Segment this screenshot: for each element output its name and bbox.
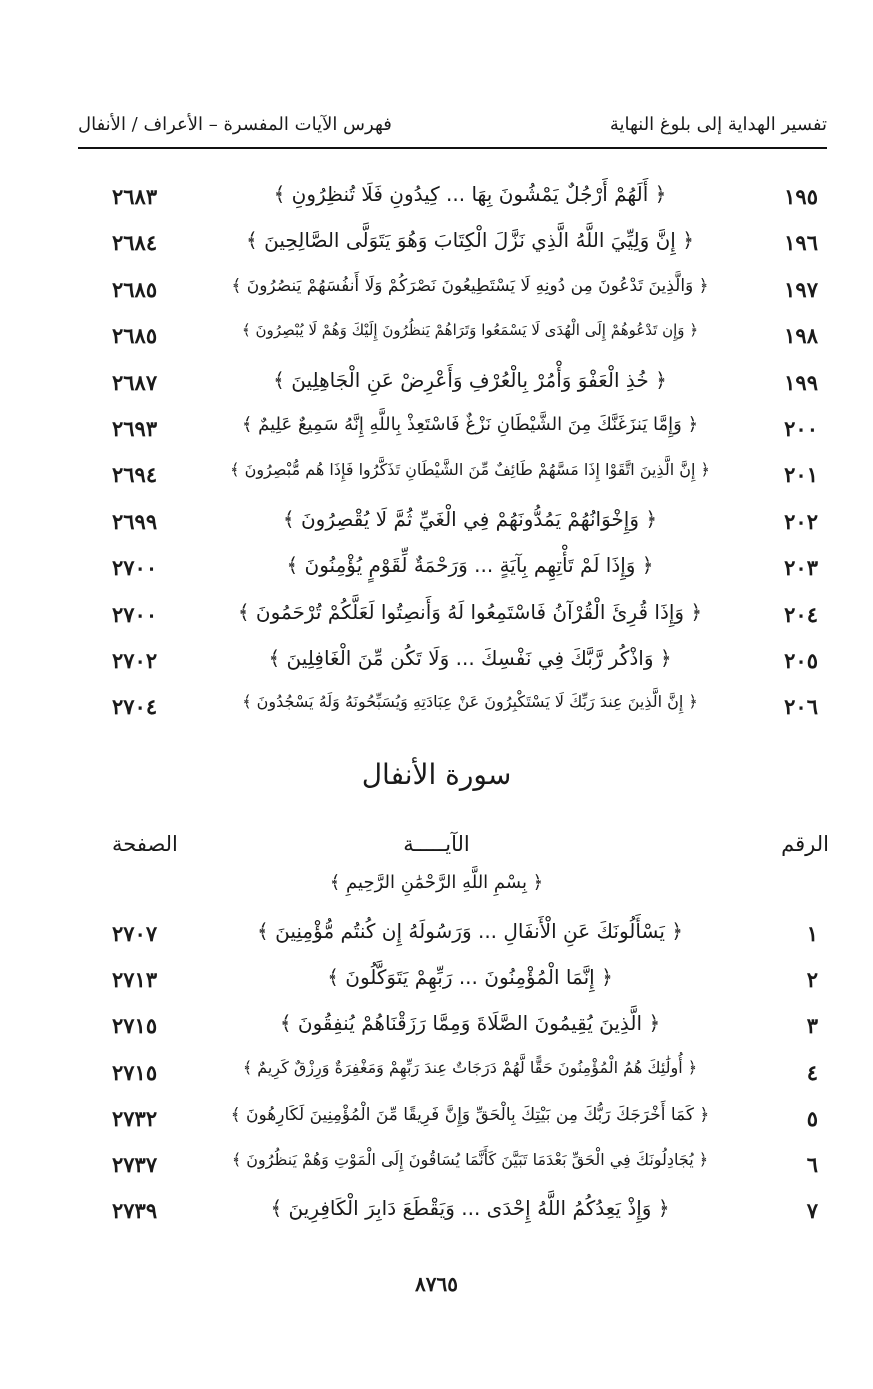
verse-text: ﴿ كَمَا أَخْرَجَكَ رَبُّكَ مِن بَيْتِكَ بِالْحَقِّ وَإِنَّ فَرِيقًا مِّنَ الْمُؤْمِنِينَ لَكَارِهُونَ ﴾ [230, 1104, 710, 1125]
table-row [0, 1054, 873, 1100]
verse-number: ٦ [806, 1152, 818, 1177]
table-row [0, 317, 873, 363]
column-header-number: الرقم [781, 832, 829, 856]
page-reference: ٢٧٠٢ [112, 648, 158, 673]
running-header [78, 114, 827, 144]
table-row [0, 961, 873, 1007]
verse-number: ٣ [806, 1013, 818, 1039]
verse-number: ٧ [806, 1198, 818, 1224]
verse-text: ﴿ خُذِ الْعَفْوَ وَأْمُرْ بِالْعُرْفِ وَأَعْرِضْ عَنِ الْجَاهِلِينَ ﴾ [273, 367, 667, 392]
page-reference: ٢٦٩٤ [112, 462, 158, 488]
verse-number: ٢٠٦ [784, 694, 818, 720]
page-reference: ٢٧٣٩ [112, 1198, 158, 1224]
page-reference: ٢٦٨٣ [112, 184, 158, 209]
verse-number: ١ [806, 921, 818, 946]
verse-number: ٢٠٥ [784, 648, 818, 673]
page-reference: ٢٦٨٤ [112, 230, 158, 256]
verse-text: ﴿ يُجَادِلُونَكَ فِي الْحَقِّ بَعْدَمَا تَبَيَّنَ كَأَنَّمَا يُسَاقُونَ إِلَى الْمَوْتِ وَهُمْ يَنظُرُونَ ﴾ [231, 1150, 709, 1169]
verse-text: ﴿ وَإِذَا قُرِئَ الْقُرْآنُ فَاسْتَمِعُوا لَهُ وَأَنصِتُوا لَعَلَّكُمْ تُرْحَمُونَ ﴾ [237, 599, 703, 624]
verse-number: ٢٠٢ [784, 508, 818, 534]
verse-number: ١٩٥ [784, 184, 818, 209]
table-row [0, 688, 873, 734]
table-row [0, 178, 873, 224]
column-header-verse: الآيـــــة [403, 832, 470, 856]
table-row [0, 364, 873, 410]
table-row [0, 1100, 873, 1146]
verse-text: ﴿ وَإِمَّا يَنزَغَنَّكَ مِنَ الشَّيْطَانِ نَزْغٌ فَاسْتَعِذْ بِاللَّهِ إِنَّهُ سَمِيعٌ عَلِيمٌ ﴾ [241, 414, 699, 435]
verse-text: ﴿ إِنَّ الَّذِينَ اتَّقَوْا إِذَا مَسَّهُمْ طَائِفٌ مِّنَ الشَّيْطَانِ تَذَكَّرُوا فَإِذَا هُم مُّبْصِرُونَ ﴾ [230, 460, 710, 480]
page-reference: ٢٧١٥ [112, 1059, 158, 1085]
table-row [0, 503, 873, 549]
table-row [0, 224, 873, 270]
page-reference: ٢٧٠٠ [112, 555, 158, 581]
verse-number: ٢٠٠ [784, 416, 818, 441]
verse-text: ﴿ إِنَّ وَلِيِّيَ اللَّهُ الَّذِي نَزَّلَ الْكِتَابَ وَهُوَ يَتَوَلَّى الصَّالِحِينَ ﴾ [246, 228, 694, 253]
table-row [0, 549, 873, 595]
verse-text: ﴿ الَّذِينَ يُقِيمُونَ الصَّلَاةَ وَمِمَّا رَزَقْنَاهُمْ يُنفِقُونَ ﴾ [279, 1011, 661, 1036]
verse-text: ﴿ إِنَّمَا الْمُؤْمِنُونَ ... رَبِّهِمْ يَتَوَكَّلُونَ ﴾ [327, 965, 613, 990]
verse-number: ٢ [806, 967, 818, 993]
verse-text: ﴿ وَإِذَا لَمْ تَأْتِهِم بِآيَةٍ ... وَرَحْمَةٌ لِّقَوْمٍ يُؤْمِنُونَ ﴾ [286, 553, 654, 578]
verse-text: ﴿ وَالَّذِينَ تَدْعُونَ مِن دُونِهِ لَا يَسْتَطِيعُونَ نَصْرَكُمْ وَلَا أَنفُسَهُمْ يَنصُرُونَ ﴾ [231, 275, 709, 296]
page-reference: ٢٦٨٧ [112, 369, 158, 395]
verse-number: ٢٠٣ [784, 555, 818, 581]
page-reference: ٢٦٨٥ [112, 323, 158, 349]
table-row [0, 642, 873, 688]
page-reference: ٢٧٠٤ [112, 694, 158, 720]
verse-text: ﴿ إِنَّ الَّذِينَ عِندَ رَبِّكَ لَا يَسْتَكْبِرُونَ عَنْ عِبَادَتِهِ وَيُسَبِّحُونَهُ وَلَهُ يَسْجُدُونَ ﴾ [242, 692, 698, 712]
table-row [0, 1007, 873, 1053]
table-row [0, 915, 873, 961]
verse-number: ١٩٧ [784, 276, 818, 302]
book-title: تفسير الهداية إلى بلوغ النهاية [609, 114, 827, 135]
page-number: ٨٧٦٥ [415, 1272, 458, 1296]
page-reference: ٢٦٨٥ [112, 276, 158, 302]
basmala: ﴿ بِسْمِ اللَّهِ الرَّحْمَٰنِ الرَّحِيمِ ﴾ [329, 872, 544, 893]
verse-number: ١٩٦ [784, 230, 818, 256]
table-row [0, 271, 873, 317]
verse-number: ١٩٩ [784, 369, 818, 395]
page-reference: ٢٧١٥ [112, 1013, 158, 1039]
table-row [0, 410, 873, 456]
verse-text: ﴿ يَسْأَلُونَكَ عَنِ الْأَنفَالِ ... وَرَسُولَهُ إِن كُنتُم مُّؤْمِنِينَ ﴾ [257, 919, 683, 943]
verse-text: ﴿ أُولَٰئِكَ هُمُ الْمُؤْمِنُونَ حَقًّا لَّهُمْ دَرَجَاتٌ عِندَ رَبِّهِمْ وَمَغْفِرَةٌ وَرِزْقٌ كَرِيمٌ ﴾ [242, 1057, 698, 1077]
verse-number: ٢٠٤ [784, 601, 818, 627]
table-row [0, 1192, 873, 1238]
verse-number: ٢٠١ [784, 462, 818, 488]
page-reference: ٢٦٩٩ [112, 508, 158, 534]
page-reference: ٢٧٣٢ [112, 1105, 158, 1131]
section-title-header: فهرس الآيات المفسرة – الأعراف / الأنفال [78, 114, 392, 135]
verse-number: ١٩٨ [784, 323, 818, 349]
column-header-page: الصفحة [112, 832, 178, 856]
header-rule [78, 147, 827, 149]
table-row [0, 596, 873, 642]
page-reference: ٢٦٩٣ [112, 416, 158, 441]
page-reference: ٢٧١٣ [112, 967, 158, 993]
verse-number: ٤ [806, 1059, 818, 1085]
verse-text: ﴿ وَاذْكُر رَّبَّكَ فِي نَفْسِكَ ... وَلَا تَكُن مِّنَ الْغَافِلِينَ ﴾ [268, 646, 672, 670]
table-row [0, 456, 873, 502]
page-reference: ٢٧٣٧ [112, 1152, 158, 1177]
page-reference: ٢٧٠٠ [112, 601, 158, 627]
verse-text: ﴿ وَإِن تَدْعُوهُمْ إِلَى الْهُدَى لَا يَسْمَعُوا وَتَرَاهُمْ يَنظُرُونَ إِلَيْكَ وَهُمْ لَا يُبْصِرُونَ ﴾ [241, 321, 699, 340]
verse-text: ﴿ أَلَهُمْ أَرْجُلٌ يَمْشُونَ بِهَا ... كِيدُونِ فَلَا تُنظِرُونِ ﴾ [273, 182, 667, 206]
page-reference: ٢٧٠٧ [112, 921, 158, 946]
verse-text: ﴿ وَإِذْ يَعِدُكُمُ اللَّهُ إِحْدَى ... وَيَقْطَعَ دَابِرَ الْكَافِرِينَ ﴾ [270, 1196, 670, 1221]
surah-title: سورة الأنفال [361, 758, 512, 791]
verse-text: ﴿ وَإِخْوَانُهُمْ يَمُدُّونَهُمْ فِي الْغَيِّ ثُمَّ لَا يُقْصِرُونَ ﴾ [282, 506, 658, 531]
table-row [0, 1146, 873, 1192]
verse-number: ٥ [806, 1105, 818, 1131]
